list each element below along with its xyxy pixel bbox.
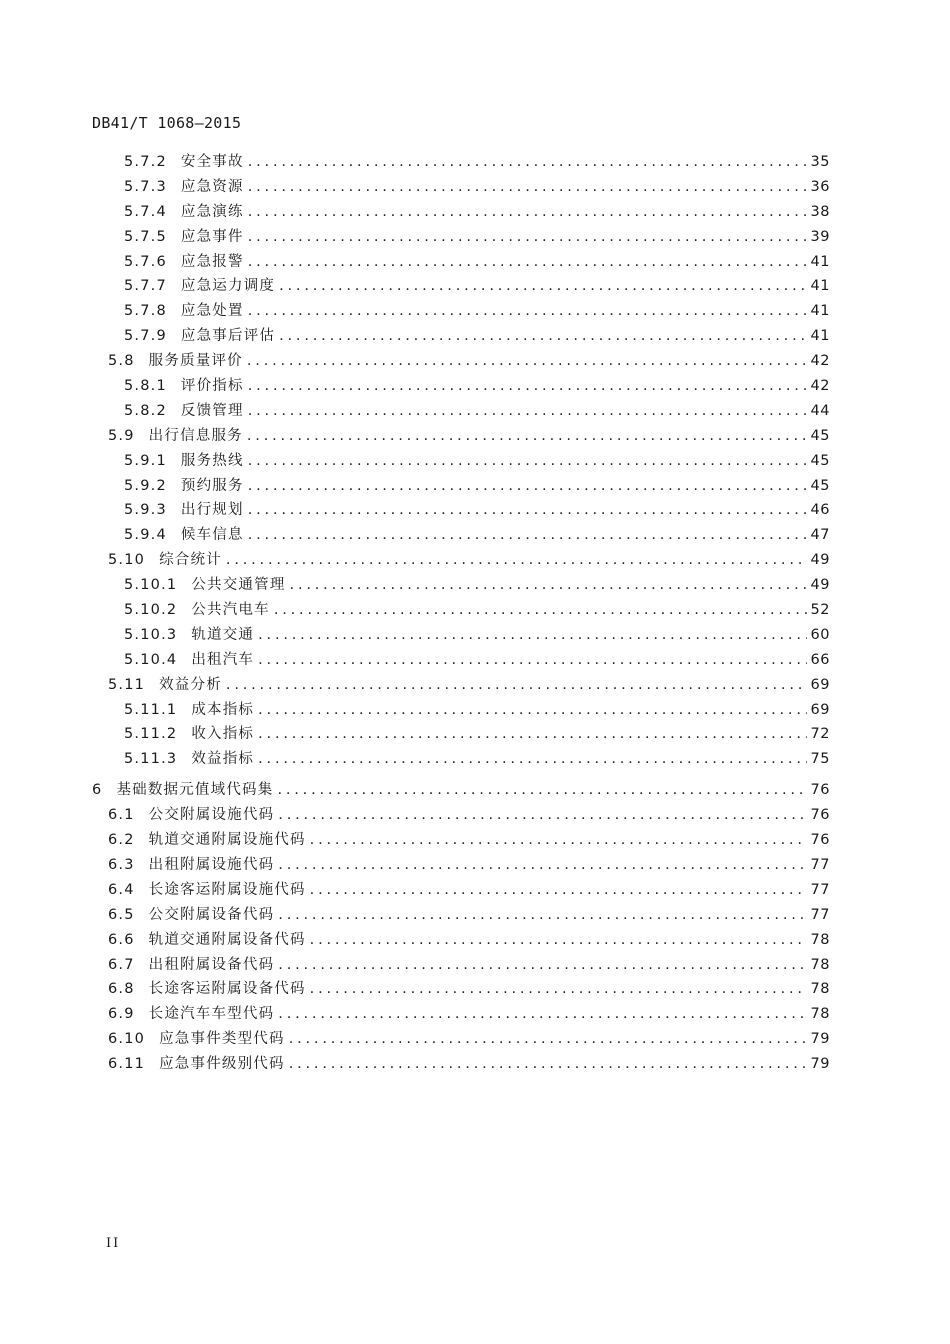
toc-entry-page: 77	[810, 906, 830, 923]
dot-leader	[277, 778, 806, 803]
dot-leader	[248, 399, 807, 424]
dot-leader	[226, 673, 807, 698]
toc-entry-page: 78	[810, 956, 830, 973]
toc-entry-title: 安全事故	[180, 154, 244, 170]
toc-entry[interactable]	[0, 853, 830, 878]
toc-entry-page: 46	[810, 502, 830, 519]
toc-entry-page: 78	[810, 931, 830, 948]
dot-leader	[248, 225, 807, 250]
toc-entry[interactable]	[0, 523, 830, 548]
dot-leader	[248, 449, 807, 474]
toc-entry[interactable]	[0, 747, 830, 772]
toc-entry[interactable]	[0, 1002, 830, 1027]
toc-entry-page: 41	[810, 328, 830, 345]
toc-entry-title: 公交附属设施代码	[148, 807, 275, 824]
toc-entry-title: 应急事件级别代码	[159, 1056, 285, 1073]
toc-entry-number: 5.10	[108, 552, 146, 569]
toc-entry[interactable]	[0, 573, 830, 598]
toc-entry-number: 5.8.1	[124, 378, 167, 395]
toc-entry-title: 预约服务	[180, 477, 244, 494]
toc-entry-number: 5.11.1	[124, 701, 178, 718]
toc-entry-page: 47	[810, 527, 830, 544]
toc-entry[interactable]	[0, 878, 830, 903]
toc-entry[interactable]	[0, 424, 830, 449]
toc-entry[interactable]	[0, 225, 830, 250]
dot-leader	[248, 200, 807, 225]
toc-entry-number: 5.7.9	[124, 328, 167, 345]
toc-entry-number: 5.8.2	[124, 402, 167, 419]
toc-entry-number: 5.11	[108, 676, 146, 693]
toc-entry[interactable]	[0, 778, 830, 803]
toc-entry-number: 6.6	[108, 931, 135, 948]
toc-entry-number: 5.9.1	[124, 452, 167, 469]
toc-entry-title: 长途客运附属设备代码	[148, 981, 306, 998]
toc-entry[interactable]	[0, 548, 830, 573]
dot-leader	[289, 1052, 807, 1077]
toc-entry[interactable]	[0, 349, 830, 374]
toc-entry-number: 6.7	[108, 956, 135, 973]
dot-leader	[248, 474, 807, 499]
dot-leader	[247, 349, 807, 374]
toc-entry-number: 5.7.2	[124, 154, 167, 170]
toc-entry-page: 45	[810, 452, 830, 469]
toc-entry-page: 69	[810, 676, 830, 693]
toc-entry-title: 公交附属设备代码	[148, 906, 275, 923]
dot-leader	[290, 573, 807, 598]
toc-entry[interactable]	[0, 498, 830, 523]
dot-leader	[274, 598, 807, 623]
dot-leader	[289, 1027, 807, 1052]
toc-entry-page: 78	[810, 981, 830, 998]
dot-leader	[226, 548, 807, 573]
toc-entry-title: 轨道交通	[191, 626, 255, 643]
toc-entry-page: 77	[810, 881, 830, 898]
toc-entry[interactable]	[0, 722, 830, 747]
toc-entry-title: 出行信息服务	[148, 427, 243, 444]
toc-entry[interactable]	[0, 928, 830, 953]
toc-entry-number: 5.9	[108, 427, 135, 444]
toc-entry[interactable]	[0, 150, 830, 175]
toc-entry-number: 5.11.2	[124, 726, 178, 743]
toc-entry-title: 反馈管理	[180, 402, 244, 419]
toc-entry[interactable]	[0, 324, 830, 349]
toc-entry-number: 5.10.4	[124, 651, 178, 668]
toc-entry-number: 5.9.2	[124, 477, 167, 494]
toc-entry[interactable]	[0, 623, 830, 648]
toc-entry-title: 效益分析	[159, 676, 222, 693]
toc-entry[interactable]	[0, 903, 830, 928]
toc-entry-page: 49	[810, 577, 830, 594]
toc-entry-number: 6.4	[108, 881, 135, 898]
toc-entry-number: 6.8	[108, 981, 135, 998]
toc-entry-number: 6.11	[108, 1056, 146, 1073]
toc-entry-page: 77	[810, 856, 830, 873]
toc-entry-title: 出租汽车	[191, 651, 255, 668]
toc-entry-page: 66	[810, 651, 830, 668]
toc-entry[interactable]	[0, 828, 830, 853]
dot-leader	[258, 648, 806, 673]
toc-entry[interactable]	[0, 598, 830, 623]
toc-entry-title: 效益指标	[191, 751, 255, 768]
toc-entry[interactable]	[0, 449, 830, 474]
toc-entry-number: 5.7.3	[124, 178, 167, 195]
toc-entry-title: 应急处置	[180, 303, 244, 320]
toc-entry[interactable]	[0, 648, 830, 673]
toc-entry-page: 79	[810, 1056, 830, 1073]
toc-entry-page: 38	[810, 203, 830, 220]
toc-entry-page: 49	[810, 552, 830, 569]
toc-entry[interactable]	[0, 175, 830, 200]
toc-entry-number: 6.2	[108, 832, 135, 849]
toc-entry-number: 5.10.1	[124, 577, 178, 594]
toc-entry-page: 42	[810, 378, 830, 395]
toc-entry-page: 75	[810, 751, 830, 768]
toc-entry-number: 5.9.4	[124, 527, 167, 544]
toc-entry[interactable]	[0, 299, 830, 324]
dot-leader	[248, 175, 807, 200]
toc-entry-number: 5.7.4	[124, 203, 167, 220]
toc-entry-page: 41	[810, 278, 830, 295]
toc-entry-page: 76	[810, 807, 830, 824]
toc-entry-title: 收入指标	[191, 726, 255, 743]
toc-entry-title: 应急资源	[180, 178, 244, 195]
toc-entry-title: 评价指标	[180, 378, 244, 395]
toc-entry-number: 6.10	[108, 1031, 146, 1048]
toc-entry-page: 60	[810, 626, 830, 643]
toc-entry[interactable]	[0, 200, 830, 225]
toc-entry-title: 轨道交通附属设施代码	[148, 832, 306, 849]
page-number: II	[106, 1236, 121, 1251]
toc-entry-page: 44	[810, 402, 830, 419]
toc-entry[interactable]	[0, 977, 830, 1002]
toc-entry-page: 52	[810, 602, 830, 619]
dot-leader	[258, 747, 806, 772]
toc-entry-title: 成本指标	[191, 701, 255, 718]
toc-entry-title: 综合统计	[159, 552, 222, 569]
toc-entry[interactable]	[0, 803, 830, 828]
toc-entry-number: 5.7.5	[124, 228, 167, 245]
toc-entry[interactable]	[0, 953, 830, 978]
toc-entry-page: 69	[810, 701, 830, 718]
toc-entry-page: 45	[810, 477, 830, 494]
toc-entry-number: 5.10.3	[124, 626, 178, 643]
toc-entry-page: 39	[810, 228, 830, 245]
toc-entry-page: 76	[810, 782, 830, 799]
toc-entry-number: 5.7.7	[124, 278, 167, 295]
dot-leader	[278, 803, 806, 828]
toc-entry-number: 6.5	[108, 906, 135, 923]
dot-leader	[278, 953, 806, 978]
dot-leader	[248, 498, 807, 523]
toc-entry-page: 35	[810, 154, 830, 170]
table-of-contents	[0, 150, 950, 1077]
dot-leader	[279, 324, 806, 349]
toc-entry-title: 应急演练	[180, 203, 244, 220]
toc-entry-title: 公共汽电车	[191, 602, 270, 619]
toc-entry-title: 出租附属设施代码	[148, 856, 275, 873]
toc-entry-number: 6.1	[108, 807, 135, 824]
toc-entry-title: 应急事后评估	[180, 328, 276, 345]
toc-entry-number: 6.3	[108, 856, 135, 873]
toc-entry-title: 应急运力调度	[180, 278, 276, 295]
dot-leader	[248, 150, 807, 175]
toc-entry-title: 基础数据元值域代码集	[116, 782, 274, 799]
dot-leader	[278, 853, 806, 878]
toc-entry[interactable]	[0, 250, 830, 275]
toc-entry-page: 42	[810, 353, 830, 370]
toc-entry-page: 78	[810, 1006, 830, 1023]
toc-entry[interactable]	[0, 698, 830, 723]
toc-entry-page: 36	[810, 178, 830, 195]
toc-entry-title: 候车信息	[180, 527, 244, 544]
dot-leader	[278, 1002, 806, 1027]
toc-entry-title: 出租附属设备代码	[148, 956, 275, 973]
toc-entry-number: 5.11.3	[124, 751, 178, 768]
toc-entry-number: 6	[92, 782, 103, 799]
toc-entry-page: 72	[810, 726, 830, 743]
dot-leader	[248, 523, 807, 548]
dot-leader	[278, 903, 806, 928]
toc-entry-title: 公共交通管理	[191, 577, 286, 594]
toc-entry-number: 5.7.8	[124, 303, 167, 320]
dot-leader	[310, 928, 807, 953]
toc-entry[interactable]	[0, 673, 830, 698]
document-code: DB41/T 1068—2015	[92, 114, 242, 132]
toc-entry-title: 服务质量评价	[148, 353, 243, 370]
dot-leader	[310, 977, 807, 1002]
toc-entry-number: 5.9.3	[124, 502, 167, 519]
toc-entry-number: 5.8	[108, 353, 135, 370]
dot-leader	[279, 274, 806, 299]
toc-entry[interactable]	[0, 1027, 830, 1052]
toc-entry-title: 应急事件类型代码	[159, 1031, 285, 1048]
toc-entry[interactable]	[0, 474, 830, 499]
dot-leader	[310, 878, 807, 903]
toc-entry-title: 应急报警	[180, 253, 244, 270]
toc-entry-page: 76	[810, 832, 830, 849]
toc-entry-title: 长途客运附属设施代码	[148, 881, 306, 898]
toc-entry-page: 41	[810, 253, 830, 270]
dot-leader	[248, 374, 807, 399]
toc-entry-title: 服务热线	[180, 452, 244, 469]
toc-entry-page: 79	[810, 1031, 830, 1048]
toc-entry[interactable]	[0, 399, 830, 424]
toc-entry-title: 应急事件	[180, 228, 244, 245]
dot-leader	[310, 828, 807, 853]
dot-leader	[248, 250, 807, 275]
dot-leader	[258, 698, 806, 723]
dot-leader	[258, 722, 806, 747]
toc-entry-page: 41	[810, 303, 830, 320]
dot-leader	[248, 299, 807, 324]
toc-entry-page: 45	[810, 427, 830, 444]
toc-entry[interactable]	[0, 1052, 830, 1077]
toc-entry-number: 5.10.2	[124, 602, 178, 619]
dot-leader	[258, 623, 806, 648]
toc-entry-title: 轨道交通附属设备代码	[148, 931, 306, 948]
toc-entry[interactable]	[0, 274, 830, 299]
dot-leader	[247, 424, 807, 449]
toc-entry-number: 6.9	[108, 1006, 135, 1023]
toc-entry-title: 出行规划	[180, 502, 244, 519]
toc-entry-number: 5.7.6	[124, 253, 167, 270]
toc-entry[interactable]	[0, 374, 830, 399]
toc-entry-title: 长途汽车车型代码	[148, 1006, 275, 1023]
